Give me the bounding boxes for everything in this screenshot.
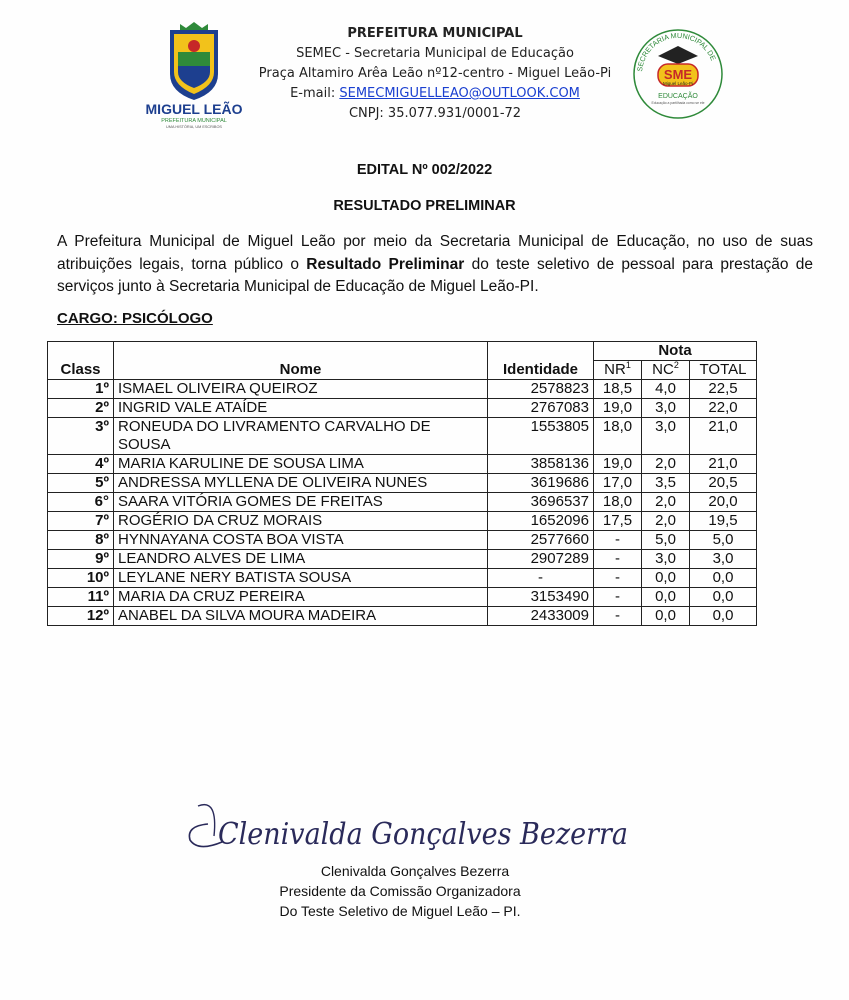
- table-row: [48, 607, 757, 626]
- cell-nome: MARIA DA CRUZ PEREIRA: [114, 588, 488, 607]
- signature-block: [240, 861, 560, 921]
- cell-nc: 2,0: [642, 512, 690, 531]
- col-nome-header: Nome: [114, 342, 488, 380]
- cell-total: 22,5: [690, 380, 757, 399]
- table-row: [48, 455, 757, 474]
- logo-slogan: Educação a partilhada como se ele: [651, 101, 705, 105]
- cell-nr: 18,5: [594, 380, 642, 399]
- cell-nome: ISMAEL OLIVEIRA QUEIROZ: [114, 380, 488, 399]
- table-row: [48, 569, 757, 588]
- paragraph-bold: Resultado Preliminar: [306, 255, 465, 273]
- cell-nr: 19,0: [594, 399, 642, 418]
- cell-total: 0,0: [690, 607, 757, 626]
- col-nota-header: Nota: [594, 342, 757, 361]
- header-cnpj: CNPJ: 35.077.931/0001-72: [348, 106, 522, 121]
- cell-nc: 0,0: [642, 607, 690, 626]
- intro-paragraph: [57, 231, 813, 299]
- cell-identidade: -: [488, 569, 594, 588]
- cell-identidade: 2767083: [488, 399, 594, 418]
- paragraph-before: A Prefeitura Municipal de Miguel Leão por meio da Secretaria Municipal de Educação, no uso de suas atribuições legais, torna público o: [57, 233, 813, 273]
- col-nr-header: $NR^1$: [594, 361, 642, 380]
- cell-class: 5º: [48, 474, 114, 493]
- table-row: [48, 380, 757, 399]
- cell-identidade: 2578823: [488, 380, 594, 399]
- cell-total: 3,0: [690, 550, 757, 569]
- cell-class: 1º: [48, 380, 114, 399]
- cell-identidade: 2907289: [488, 550, 594, 569]
- paragraph-after: do teste seletivo de pessoal para prestação de serviços junto à Secretaria Municipal de Educação de Miguel Leão-PI.: [57, 255, 813, 295]
- cell-identidade: 1553805: [488, 418, 594, 455]
- header-title: PREFEITURA MUNICIPAL: [347, 26, 523, 41]
- results-table: [47, 341, 757, 626]
- table-row: [48, 588, 757, 607]
- cell-class: 4º: [48, 455, 114, 474]
- cell-nr: -: [594, 550, 642, 569]
- cell-class: 2º: [48, 399, 114, 418]
- email-label: E-mail:: [290, 86, 340, 101]
- logo-sub: PREFEITURA MUNICIPAL: [161, 118, 227, 124]
- table-row: [48, 550, 757, 569]
- cell-nome: SAARA VITÓRIA GOMES DE FREITAS: [114, 493, 488, 512]
- col-class-header: Class: [48, 342, 114, 380]
- cell-nr: -: [594, 531, 642, 550]
- cell-class: 3º: [48, 418, 114, 455]
- cell-class: 9º: [48, 550, 114, 569]
- cell-identidade: 3153490: [488, 588, 594, 607]
- cell-total: 19,5: [690, 512, 757, 531]
- results-body: [48, 380, 757, 626]
- logo-name: MIGUEL LEÃO: [145, 101, 243, 117]
- cell-class: 10º: [48, 569, 114, 588]
- cell-identidade: 3858136: [488, 455, 594, 474]
- cell-nc: 2,0: [642, 455, 690, 474]
- cell-total: 22,0: [690, 399, 757, 418]
- header-secretaria: SEMEC - Secretaria Municipal de Educação: [296, 46, 574, 61]
- cell-nome: MARIA KARULINE DE SOUSA LIMA: [114, 455, 488, 474]
- cell-class: 12º: [48, 607, 114, 626]
- logo-city: Miguel Leão-Pi: [662, 81, 694, 86]
- signatory-name: Clenivalda Gonçalves Bezerra: [320, 863, 510, 879]
- document-subtitle: RESULTADO PRELIMINAR: [333, 198, 516, 214]
- handwritten-signature: [178, 796, 638, 866]
- edital-number: EDITAL Nº 002/2022: [356, 162, 493, 178]
- table-row: [48, 399, 757, 418]
- cell-nr: 18,0: [594, 493, 642, 512]
- cell-nr: 17,0: [594, 474, 642, 493]
- cell-nome: INGRID VALE ATAÍDE: [114, 399, 488, 418]
- header-email-line: [240, 84, 630, 104]
- cell-class: 8º: [48, 531, 114, 550]
- cell-identidade: 1652096: [488, 512, 594, 531]
- cell-nc: 3,0: [642, 550, 690, 569]
- cell-identidade: 3619686: [488, 474, 594, 493]
- cell-total: 20,0: [690, 493, 757, 512]
- table-row: [48, 418, 757, 455]
- logo-ring-text: SECRETARIA MUNICIPAL DE: [635, 30, 719, 73]
- col-nc-header: $NC^2$: [642, 361, 690, 380]
- cell-nr: -: [594, 607, 642, 626]
- cell-nome: ANDRESSA MYLLENA DE OLIVEIRA NUNES: [114, 474, 488, 493]
- cell-nome: ANABEL DA SILVA MOURA MADEIRA: [114, 607, 488, 626]
- col-total-header: TOTAL: [690, 361, 757, 380]
- cell-total: 5,0: [690, 531, 757, 550]
- logo-acronym: SME: [663, 67, 693, 82]
- cell-total: 20,5: [690, 474, 757, 493]
- table-row: [48, 512, 757, 531]
- cell-class: 11º: [48, 588, 114, 607]
- cell-nr: 18,0: [594, 418, 642, 455]
- header-address: Praça Altamiro Arêa Leão nº12-centro - Miguel Leão-Pi: [258, 66, 612, 81]
- cell-identidade: 2433009: [488, 607, 594, 626]
- cell-nc: 5,0: [642, 531, 690, 550]
- signatory-role: Presidente da Comissão Organizadora: [279, 883, 521, 899]
- cell-nome: RONEUDA DO LIVRAMENTO CARVALHO DE SOUSA: [114, 418, 488, 455]
- col-identidade-header: Identidade: [488, 342, 594, 380]
- cell-identidade: 3696537: [488, 493, 594, 512]
- cell-nc: 3,0: [642, 418, 690, 455]
- cell-identidade: 2577660: [488, 531, 594, 550]
- signature-script: Clenivalda Gonçalves Bezerra: [218, 817, 628, 852]
- cell-class: 6°: [48, 493, 114, 512]
- letterhead: [240, 24, 630, 124]
- cell-nr: 17,5: [594, 512, 642, 531]
- cell-class: 7º: [48, 512, 114, 531]
- cell-total: 0,0: [690, 588, 757, 607]
- cargo-heading: CARGO: PSICÓLOGO: [57, 310, 213, 327]
- miguel-leao-logo: [140, 22, 248, 130]
- signatory-org: Do Teste Seletivo de Miguel Leão – PI.: [279, 903, 521, 919]
- cell-total: 0,0: [690, 569, 757, 588]
- cell-nc: 2,0: [642, 493, 690, 512]
- logo-tag: UMA HISTÓRIA, UM ESCRIBOS: [166, 125, 222, 129]
- cell-nc: 3,0: [642, 399, 690, 418]
- cell-nr: -: [594, 588, 642, 607]
- cell-nr: 19,0: [594, 455, 642, 474]
- table-row: [48, 474, 757, 493]
- cell-nome: HYNNAYANA COSTA BOA VISTA: [114, 531, 488, 550]
- cell-nr: -: [594, 569, 642, 588]
- cell-nc: 4,0: [642, 380, 690, 399]
- cell-nome: LEYLANE NERY BATISTA SOUSA: [114, 569, 488, 588]
- cell-nome: LEANDRO ALVES DE LIMA: [114, 550, 488, 569]
- cell-nc: 0,0: [642, 588, 690, 607]
- cell-nc: 3,5: [642, 474, 690, 493]
- cell-total: 21,0: [690, 455, 757, 474]
- cell-nome: ROGÉRIO DA CRUZ MORAIS: [114, 512, 488, 531]
- cell-nc: 0,0: [642, 569, 690, 588]
- table-row: [48, 531, 757, 550]
- email-link[interactable]: SEMECMIGUELLEAO@OUTLOOK.COM: [339, 86, 580, 101]
- logo-bottom: EDUCAÇÃO: [658, 93, 698, 100]
- sme-logo: [628, 20, 728, 120]
- table-row: [48, 493, 757, 512]
- cell-total: 21,0: [690, 418, 757, 455]
